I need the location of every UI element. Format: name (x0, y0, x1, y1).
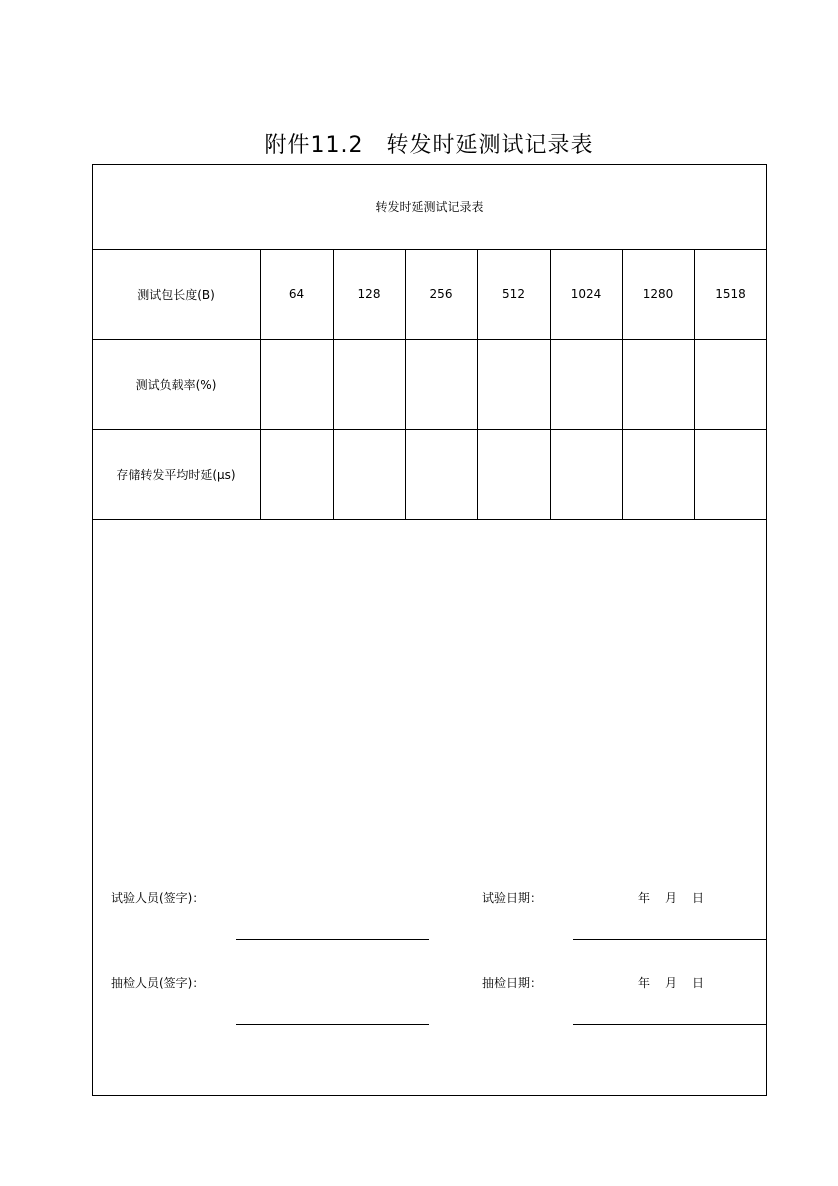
length-value: 128 (357, 287, 381, 301)
load-rate-entry-cell[interactable] (477, 339, 550, 429)
length-value: 512 (502, 287, 525, 301)
length-value: 64 (288, 287, 305, 301)
row-divider (92, 519, 767, 520)
check-date-line[interactable] (573, 1024, 767, 1025)
check-date-day: 日 (692, 976, 705, 990)
latency-entry-cell[interactable] (405, 429, 477, 519)
test-date-label: 试验日期： (482, 891, 543, 905)
load-rate-entry-cell[interactable] (333, 339, 405, 429)
checker-signature-line[interactable] (236, 1024, 429, 1025)
latency-entry-cell[interactable] (622, 429, 694, 519)
load-rate-entry-cell[interactable] (694, 339, 767, 429)
length-value: 1518 (715, 287, 746, 301)
load-rate-entry-cell[interactable] (622, 339, 694, 429)
latency-entry-cell[interactable] (477, 429, 550, 519)
tester-signature-label: 试验人员(签字)： (111, 891, 205, 905)
latency-entry-cell[interactable] (694, 429, 767, 519)
load-rate-entry-cell[interactable] (260, 339, 333, 429)
load-rate-entry-cell[interactable] (405, 339, 477, 429)
checker-signature-label: 抽检人员(签字)： (111, 976, 205, 990)
check-date-year: 年 (638, 976, 651, 990)
latency-entry-cell[interactable] (333, 429, 405, 519)
check-date-month: 月 (665, 976, 678, 990)
latency-entry-cell[interactable] (260, 429, 333, 519)
length-value: 1280 (642, 287, 674, 301)
test-date-month: 月 (665, 891, 678, 905)
row-label-packet-length: 测试包长度(B) (137, 287, 215, 302)
tester-signature-line[interactable] (236, 939, 429, 940)
row-label-avg-latency: 存储转发平均时延(μs) (116, 467, 236, 482)
table-caption: 转发时延测试记录表 (375, 200, 484, 214)
test-date-day: 日 (692, 891, 705, 905)
check-date-label: 抽检日期： (482, 976, 543, 990)
test-date-year: 年 (638, 891, 651, 905)
load-rate-entry-cell[interactable] (550, 339, 622, 429)
latency-entry-cell[interactable] (550, 429, 622, 519)
row-label-load-rate: 测试负载率(%) (135, 377, 217, 392)
length-value: 256 (429, 287, 453, 301)
document-title: 附件11.2 转发时延测试记录表 (264, 133, 594, 158)
test-date-line[interactable] (573, 939, 767, 940)
length-value: 1024 (570, 287, 602, 301)
